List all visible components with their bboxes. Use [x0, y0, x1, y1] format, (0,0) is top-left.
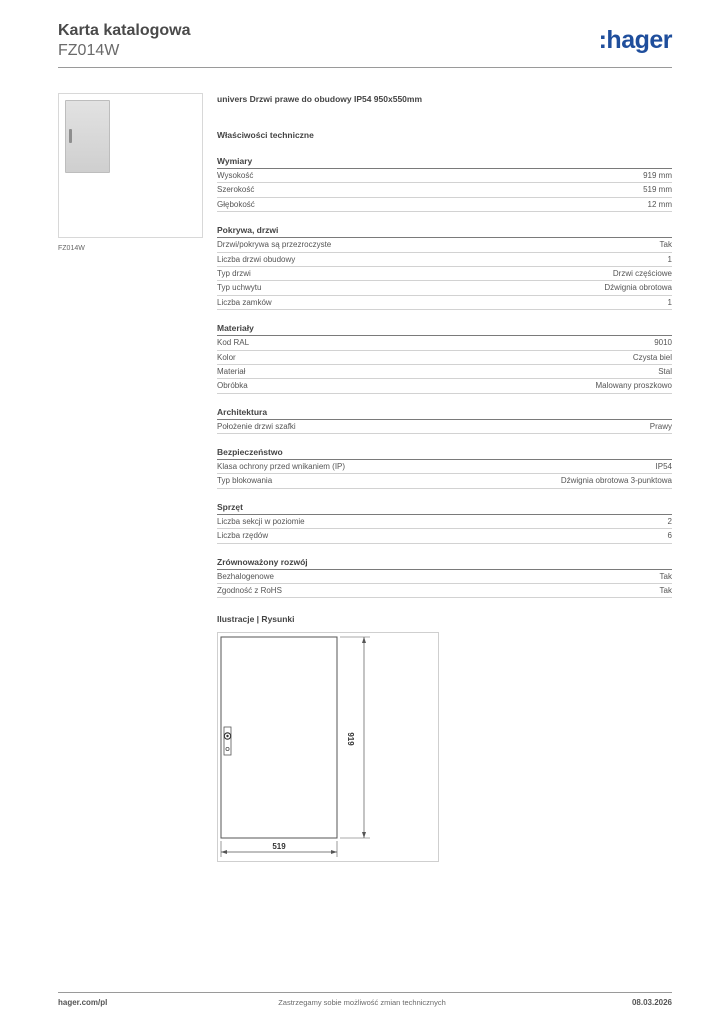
document-title: Karta katalogowa [58, 22, 191, 39]
spec-label: Typ blokowania [217, 476, 273, 486]
spec-row [217, 296, 672, 310]
spec-section [217, 556, 672, 599]
spec-row [217, 584, 672, 598]
height-dimension-label: 919 [346, 732, 355, 746]
door-handle-icon [69, 129, 72, 143]
spec-row [217, 515, 672, 529]
product-image-caption: FZ014W [58, 245, 85, 252]
footer-disclaimer: Zastrzegamy sobie możliwość zmian technicznych [278, 998, 446, 1007]
spec-section-title: Zrównoważony rozwój [217, 556, 672, 570]
spec-section [217, 406, 672, 434]
spec-row [217, 169, 672, 183]
spec-row [217, 281, 672, 295]
height-arrow-bottom [362, 832, 366, 838]
spec-section-title: Materiały [217, 322, 672, 336]
spec-row [217, 474, 672, 488]
spec-value: Czysta biel [632, 352, 672, 362]
spec-row [217, 460, 672, 474]
spec-sections [217, 155, 672, 598]
spec-label: Kolor [217, 352, 236, 362]
spec-label: Typ uchwytu [217, 283, 262, 293]
spec-label: Liczba sekcji w poziomie [217, 516, 305, 526]
spec-label: Liczba drzwi obudowy [217, 254, 296, 264]
width-dimension-label: 519 [272, 842, 286, 851]
spec-section [217, 446, 672, 489]
spec-value: Tak [659, 240, 672, 250]
spec-value: 1 [667, 254, 672, 264]
spec-label: Zgodność z RoHS [217, 586, 282, 596]
spec-label: Typ drzwi [217, 268, 251, 278]
technical-properties-heading: Właściwości techniczne [217, 130, 314, 140]
spec-label: Głębokość [217, 199, 255, 209]
spec-value: Dźwignia obrotowa 3-punktowa [560, 476, 672, 486]
page-header [58, 20, 672, 70]
spec-row [217, 183, 672, 197]
header-divider [58, 67, 672, 68]
spec-label: Kod RAL [217, 338, 250, 348]
spec-value: Prawy [649, 421, 672, 431]
spec-row [217, 336, 672, 350]
spec-section-title: Architektura [217, 406, 672, 420]
spec-value: IP54 [655, 462, 672, 472]
spec-label: Bezhalogenowe [217, 571, 274, 581]
spec-column [217, 93, 672, 598]
spec-row [217, 529, 672, 543]
spec-label: Szerokość [217, 185, 255, 195]
spec-label: Liczba rzędów [217, 531, 269, 541]
width-arrow-right [331, 850, 337, 854]
door-outline [221, 637, 337, 838]
spec-value: 1 [667, 297, 672, 307]
spec-section-title: Pokrywa, drzwi [217, 224, 672, 238]
door-thumbnail-icon [65, 100, 110, 173]
spec-value: Stal [658, 366, 672, 376]
dimension-drawing [217, 632, 439, 862]
spec-section [217, 322, 672, 394]
spec-label: Klasa ochrony przed wnikaniem (IP) [217, 462, 346, 472]
height-arrow-top [362, 637, 366, 643]
door-drawing-svg [218, 633, 438, 861]
spec-value: 12 mm [647, 199, 672, 209]
width-arrow-left [221, 850, 227, 854]
spec-value: Malowany proszkowo [595, 381, 672, 391]
spec-value: 519 mm [643, 185, 672, 195]
product-image [58, 93, 203, 238]
spec-row [217, 351, 672, 365]
spec-section [217, 155, 672, 212]
spec-row [217, 365, 672, 379]
spec-row [217, 267, 672, 281]
spec-section [217, 224, 672, 310]
lock-core-icon [226, 735, 228, 737]
spec-row [217, 420, 672, 434]
spec-label: Drzwi/pokrywa są przezroczyste [217, 240, 332, 250]
spec-label: Liczba zamków [217, 297, 272, 307]
spec-label: Wysokość [217, 171, 254, 180]
product-description: univers Drzwi prawe do obudowy IP54 950x550mm [217, 94, 423, 104]
spec-row [217, 379, 672, 393]
spec-value: Dźwignia obrotowa [604, 283, 672, 293]
spec-value: Tak [659, 586, 672, 596]
product-code: FZ014W [58, 42, 120, 59]
spec-value: 6 [667, 531, 672, 541]
spec-label: Materiał [217, 366, 246, 376]
spec-row [217, 253, 672, 267]
spec-label: Położenie drzwi szafki [217, 421, 296, 431]
spec-section [217, 501, 672, 544]
footer-divider [58, 992, 672, 993]
spec-value: Drzwi częściowe [612, 268, 672, 278]
spec-label: Obróbka [217, 381, 248, 391]
spec-section-title: Sprzęt [217, 501, 672, 515]
spec-value: 2 [667, 516, 672, 526]
hager-logo: :hager [598, 26, 672, 54]
spec-section-title: Bezpieczeństwo [217, 446, 672, 460]
spec-row [217, 238, 672, 252]
footer-date: 08.03.2026 [631, 998, 672, 1007]
spec-value: 9010 [654, 338, 672, 348]
spec-value: Tak [659, 571, 672, 581]
footer-website-link[interactable]: hager.com/pl [58, 998, 108, 1007]
spec-row [217, 570, 672, 584]
spec-value: 919 mm [643, 171, 672, 180]
illustrations-heading: Ilustracje | Rysunki [217, 614, 295, 624]
spec-row [217, 198, 672, 212]
spec-section-title: Wymiary [217, 155, 672, 169]
